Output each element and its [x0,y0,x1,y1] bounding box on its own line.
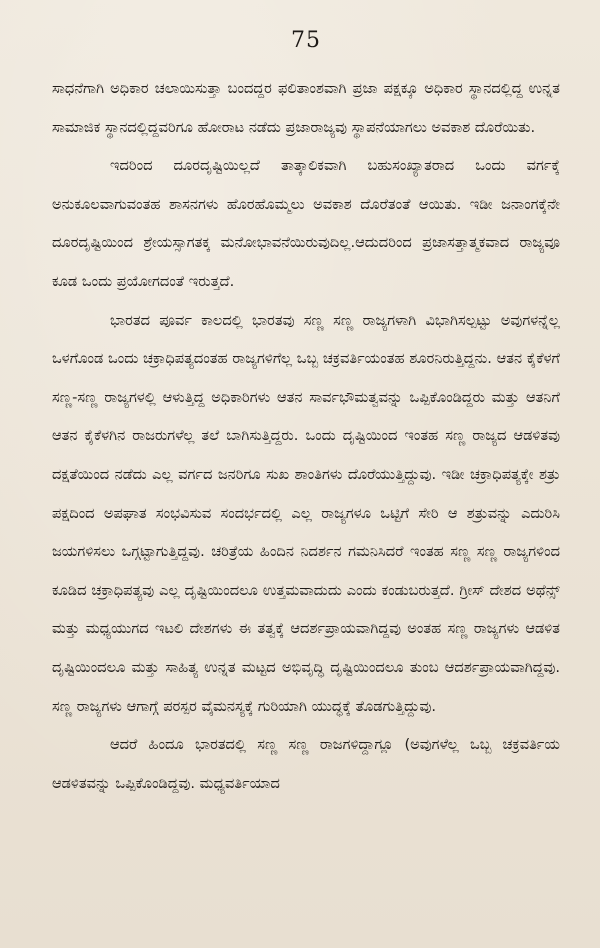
paragraph-1: ಸಾಧನೆಗಾಗಿ ಅಧಿಕಾರ ಚಲಾಯಿಸುತ್ತಾ ಬಂದದ್ದರ ಫಲಿತಾಂಶವಾಗಿ ಪ್ರಜಾ ಪಕ್ಷಕ್ಕೂ ಅಧಿಕಾರ ಸ್ಥಾನದಲ್ಲಿದ್ದ ಉನ್ನತ ಸಾಮಾಜಿಕ ಸ್ಥಾನದಲ್ಲಿದ್ದವರಿಗೂ ಹೋರಾಟ ನಡೆದು ಪ್ರಜಾರಾಜ್ಯವು ಸ್ಥಾಪನೆಯಾಗಲು ಅವಕಾಶ ದೊರೆಯಿತು. [52,80,560,136]
page-number: 75 [291,28,321,53]
paragraph-2: ಇದರಿಂದ ದೂರದೃಷ್ಟಿಯಿಲ್ಲದೆ ತಾತ್ಕಾಲಿಕವಾಗಿ ಬಹುಸಂಖ್ಯಾತರಾದ ಒಂದು ವರ್ಗಕ್ಕೆ ಅನುಕೂಲವಾಗುವಂತಹ ಶಾಸನಗಳು ಹೊರಹೊಮ್ಮಲು ಅವಕಾಶ ದೊರೆತಂತೆ ಆಯಿತು. ಇಡೀ ಜನಾಂಗಕ್ಕೆನೇ ದೂರದೃಷ್ಟಿಯಿಂದ ಶ್ರೇಯಸ್ಸಾಗತಕ್ಕ ಮನೋಭಾವನೆಯಿರುವುದಿಲ್ಲ.ಆದುದರಿಂದ ಪ್ರಜಾಸತ್ತಾತ್ಮಕವಾದ ರಾಜ್ಯವೂ ಕೂಡ ಒಂದು ಪ್ರಯೋಗದಂತೆ ಇರುತ್ತದೆ. [52,157,560,290]
body-text [52,70,560,803]
paragraph-3: ಭಾರತದ ಪೂರ್ವ ಕಾಲದಲ್ಲಿ ಭಾರತವು ಸಣ್ಣ ಸಣ್ಣ ರಾಜ್ಯಗಳಾಗಿ ವಿಭಾಗಿಸಲ್ಪಟ್ಟು ಅವುಗಳನ್ನೆಲ್ಲ ಒಳಗೊಂಡ ಒಂದು ಚಕ್ರಾಧಿಪತ್ಯದಂತಹ ರಾಜ್ಯಗಳಿಗೆಲ್ಲ ಒಬ್ಬ ಚಕ್ರವರ್ತಿಯಂತಹ ಶೂರನಿರುತ್ತಿದ್ದನು. ಆತನ ಕೈಕೆಳಗೆ ಸಣ್ಣ-ಸಣ್ಣ ರಾಜ್ಯಗಳಲ್ಲಿ ಆಳುತ್ತಿದ್ದ ಅಧಿಕಾರಿಗಳು ಆತನ ಸಾರ್ವಭೌಮತ್ವವನ್ನು ಒಪ್ಪಿಕೊಂಡಿದ್ದರು ಮತ್ತು ಆತನಿಗೆ ಆತನ ಕೈಕೆಳಗಿನ ರಾಜರುಗಳೆಲ್ಲ ತಲೆ ಬಾಗಿಸುತ್ತಿದ್ದರು. ಒಂದು ದೃಷ್ಟಿಯಿಂದ ಇಂತಹ ಸಣ್ಣ ರಾಜ್ಯದ ಆಡಳಿತವು ದಕ್ಷತೆಯಿಂದ ನಡೆದು ಎಲ್ಲ ವರ್ಗದ ಜನರಿಗೂ ಸುಖ ಶಾಂತಿಗಳು ದೊರೆಯುತ್ತಿದ್ದುವು. ಇಡೀ ಚಕ್ರಾಧಿಪತ್ಯಕ್ಕೇ ಶತ್ರು ಪಕ್ಷದಿಂದ ಅಪಘಾತ ಸಂಭವಿಸುವ ಸಂದರ್ಭದಲ್ಲಿ ಎಲ್ಲ ರಾಜ್ಯಗಳೂ ಒಟ್ಟಿಗೆ ಸೇರಿ ಆ ಶತ್ರುವನ್ನು ಎದುರಿಸಿ ಜಯಗಳಿಸಲು ಒಗ್ಗಟ್ಟಾಗುತ್ತಿದ್ದವು. ಚರಿತ್ರೆಯ ಹಿಂದಿನ ನಿದರ್ಶನ ಗಮನಿಸಿದರೆ ಇಂತಹ ಸಣ್ಣ ಸಣ್ಣ ರಾಜ್ಯಗಳಿಂದ ಕೂಡಿದ ಚಕ್ರಾಧಿಪತ್ಯವು ಎಲ್ಲ ದೃಷ್ಟಿಯಿಂದಲೂ ಉತ್ತಮವಾದುದು ಎಂದು ಕಂಡುಬರುತ್ತದೆ. ಗ್ರೀಸ್ ದೇಶದ ಅಥೆನ್ಸ್ ಮತ್ತು ಮಧ್ಯಯುಗದ ಇಟಲಿ ದೇಶಗಳು ಈ ತತ್ವಕ್ಕೆ ಆದರ್ಶಪ್ರಾಯವಾಗಿದ್ದವು ಅಂತಹ ಸಣ್ಣ ರಾಜ್ಯಗಳು ಆಡಳಿತ ದೃಷ್ಟಿಯಿಂದಲೂ ಮತ್ತು ಸಾಹಿತ್ಯ ಉನ್ನತ ಮಟ್ಟದ ಅಭಿವೃದ್ಧಿ ದೃಷ್ಟಿಯಿಂದಲೂ ತುಂಬ ಆದರ್ಶಪ್ರಾಯವಾಗಿದ್ದವು. ಸಣ್ಣ ರಾಜ್ಯಗಳು ಆಗಾಗ್ಗೆ ಪರಸ್ಪರ ವೈಮನಸ್ಯಕ್ಕೆ ಗುರಿಯಾಗಿ ಯುದ್ಧಕ್ಕೆ ತೊಡಗುತ್ತಿದ್ದುವು. [52,311,560,715]
paragraph-4: ಆದರೆ ಹಿಂದೂ ಭಾರತದಲ್ಲಿ ಸಣ್ಣ ಸಣ್ಣ ರಾಜಗಳಿದ್ದಾಗ್ಲೂ (ಅವುಗಳೆಲ್ಲ ಒಬ್ಬ ಚಕ್ರವರ್ತಿಯ ಆಡಳಿತವನ್ನು ಒಪ್ಪಿಕೊಂಡಿದ್ದವು. ಮಧ್ಯವರ್ತಿಯಾದ [52,736,560,792]
